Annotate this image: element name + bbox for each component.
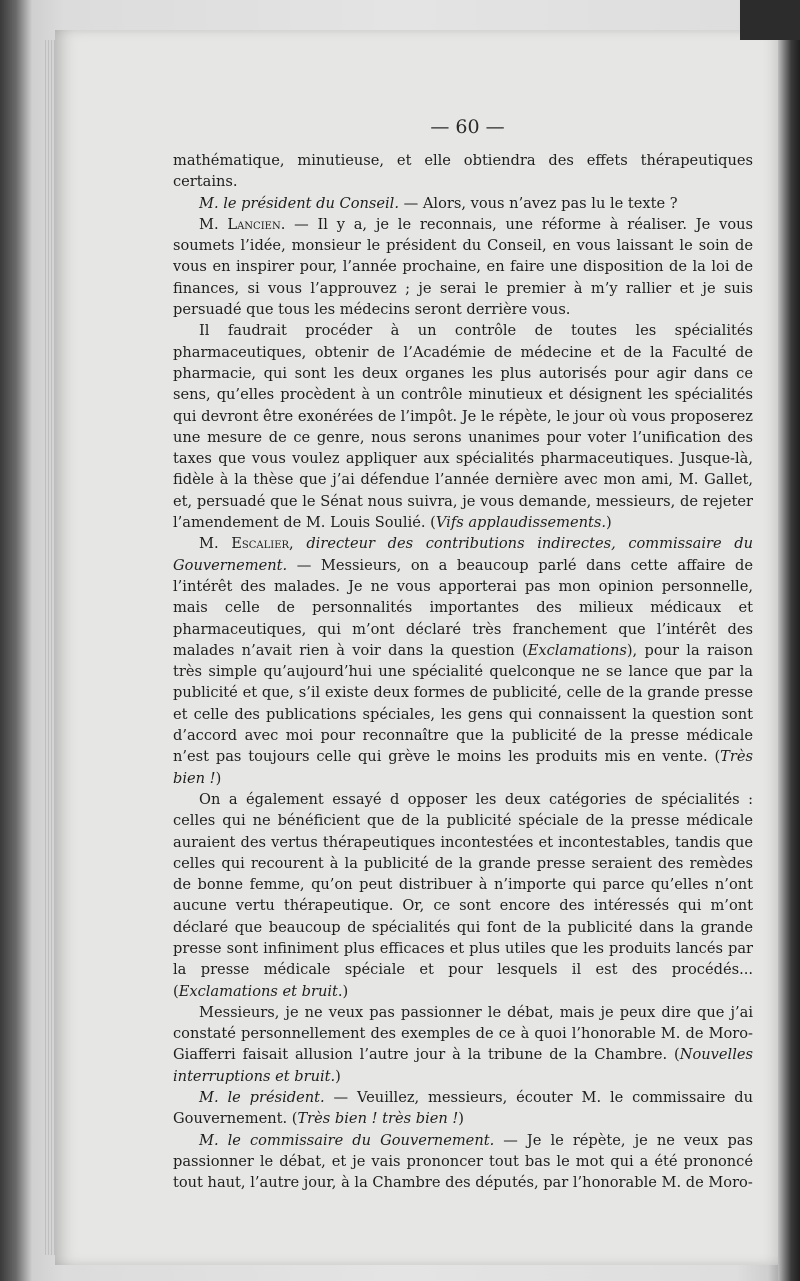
text-run: Escalier: [231, 535, 290, 553]
page-number: — 60 —: [430, 116, 505, 138]
text-run: ): [335, 1067, 341, 1085]
text-run: M.: [199, 215, 228, 233]
text-run: . — Il y a, je le reconnais, une réforme à réaliser. Je vous soumets l’idée, monsieur le président du Conseil, en vous laissant le soin de vous en inspirer pour, l’année prochaine, en faire une disposition de la loi de finances, si vous l’approuvez ; je serai le premier à m’y rallier et je suis persuadé que tous les médecins seront derrière vous.: [173, 215, 753, 319]
text-run: .): [337, 982, 349, 1000]
paragraph: [173, 789, 753, 1002]
text-run: M. le président.: [199, 1089, 325, 1107]
text-run: Exclamations: [527, 641, 627, 659]
text-run: mathématique, minutieuse, et elle obtiendra des effets thérapeutiques certains.: [173, 152, 753, 191]
paragraph: [173, 533, 753, 789]
paragraph: [173, 1087, 753, 1130]
text-run: — Je le répète, je ne veux pas passionner le débat, et je vais prononcer tout bas le mot qui a été prononcé tout haut, l’autre jour, à la Chambre des députés, par l’honorable M. de Moro-: [173, 1131, 753, 1192]
scanner-border-top: [740, 0, 800, 40]
document-body: [173, 150, 753, 1194]
text-run: Très bien ! très bien !: [297, 1110, 459, 1128]
text-run: Exclamations et bruit: [178, 982, 338, 1000]
text-run: — Alors, vous n’avez pas lu le texte ?: [399, 194, 678, 212]
paragraph: [173, 320, 753, 533]
paragraph: [173, 1130, 753, 1194]
text-run: — Veuillez, messieurs, écouter M. le commissaire du Gouvernement. (: [173, 1089, 754, 1128]
text-run: Très bien !: [173, 748, 753, 787]
text-run: Lancien: [227, 215, 281, 233]
paragraph: [173, 214, 753, 320]
paragraph: [173, 1002, 753, 1087]
text-run: M.: [199, 535, 232, 553]
text-run: ,: [289, 535, 307, 553]
text-run: ): [458, 1110, 464, 1128]
text-run: Messieurs, je ne veux pas passionner le débat, mais je peux dire que j’ai constaté personnellement des exemples de ce à quoi l’honorable M. de Moro-Giafferri faisait allusion l’autre jour à la tribune de la Chambre. (: [173, 1003, 753, 1064]
text-run: On a également essayé d opposer les deux catégories de spécialités : celles qui ne bénéficient que de la publicité spéciale de la presse médicale auraient des vertus thérapeutiques incontestées et incontestables, tandis que celles qui recourent à la publicité de la grande presse seraient des remèdes de bonne femme, qu’on peut distribuer à n’importe qui parce qu’elles n’ont aucune vertu thérapeutique. Or, ce sont encore des intéressés qui m’ont déclaré que beaucoup de spécialités qui font de la publicité dans la grande presse sont infiniment plus efficaces et plus utiles que les produits lancés par la presse médicale spéciale et pour lesquels il est des procédés... (: [173, 790, 753, 1000]
text-run: M. le commissaire du Gouvernement.: [199, 1131, 495, 1149]
text-run: M. le président du Conseil.: [199, 194, 399, 212]
text-run: ): [606, 514, 612, 532]
text-run: ): [215, 769, 222, 787]
paragraph: [173, 150, 753, 193]
text-run: directeur des contributions indirectes, commissaire du Gouvernement.: [173, 535, 753, 574]
text-run: ), pour la raison très simple qu’aujourd’hui une spécialité quelconque ne se lance que par la publicité et que, s’il existe deux formes de publicité, celle de la grande presse et celle des publications spéciales, les gens qui connaissent la question sont d’accord avec moi pour reconnaître que la publicité de la presse médicale n’est pas toujours celle qui grève le moins les produits mis en vente. (: [173, 641, 754, 766]
text-run: Vifs applaudissements.: [435, 514, 606, 532]
text-run: Il faudrait procéder à un contrôle de toutes les spécialités pharmaceutiques, obtenir de l’Académie de médecine et de la Faculté de pharmacie, qui sont les deux organes les plus autorisés pour agir dans ce sens, qu’elles procèdent à un contrôle minutieux et désignent les spécialités qui devront être exonérées de l’impôt. Je le répète, le jour où vous proposerez une mesure de ce genre, nous serons unanimes pour voter l’unification des taxes que vous voulez appliquer aux spécialités pharmaceutiques. Jusque-là, fidèle à la thèse que j’ai défendue l’année dernière avec mon ami, M. Gallet, et, persuadé que le Sénat nous suivra, je vous demande, messieurs, de rejeter l’amendement de M. Louis Soulié. (: [173, 322, 753, 532]
scanner-border-right: [778, 0, 800, 1281]
paragraph: [173, 193, 753, 214]
text-run: — Messieurs, on a beaucoup parlé dans cette affaire de l’intérêt des malades. Je ne vous apporterai pas mon opinion personnelle, mais celle de personnalités importantes des milieux médicaux et pharmaceutiques, qui m’ont déclaré très franchement que l’intérêt des malades n’avait rien à voir dans la question (: [173, 556, 753, 659]
text-run: Nouvelles interruptions et bruit.: [173, 1046, 753, 1085]
